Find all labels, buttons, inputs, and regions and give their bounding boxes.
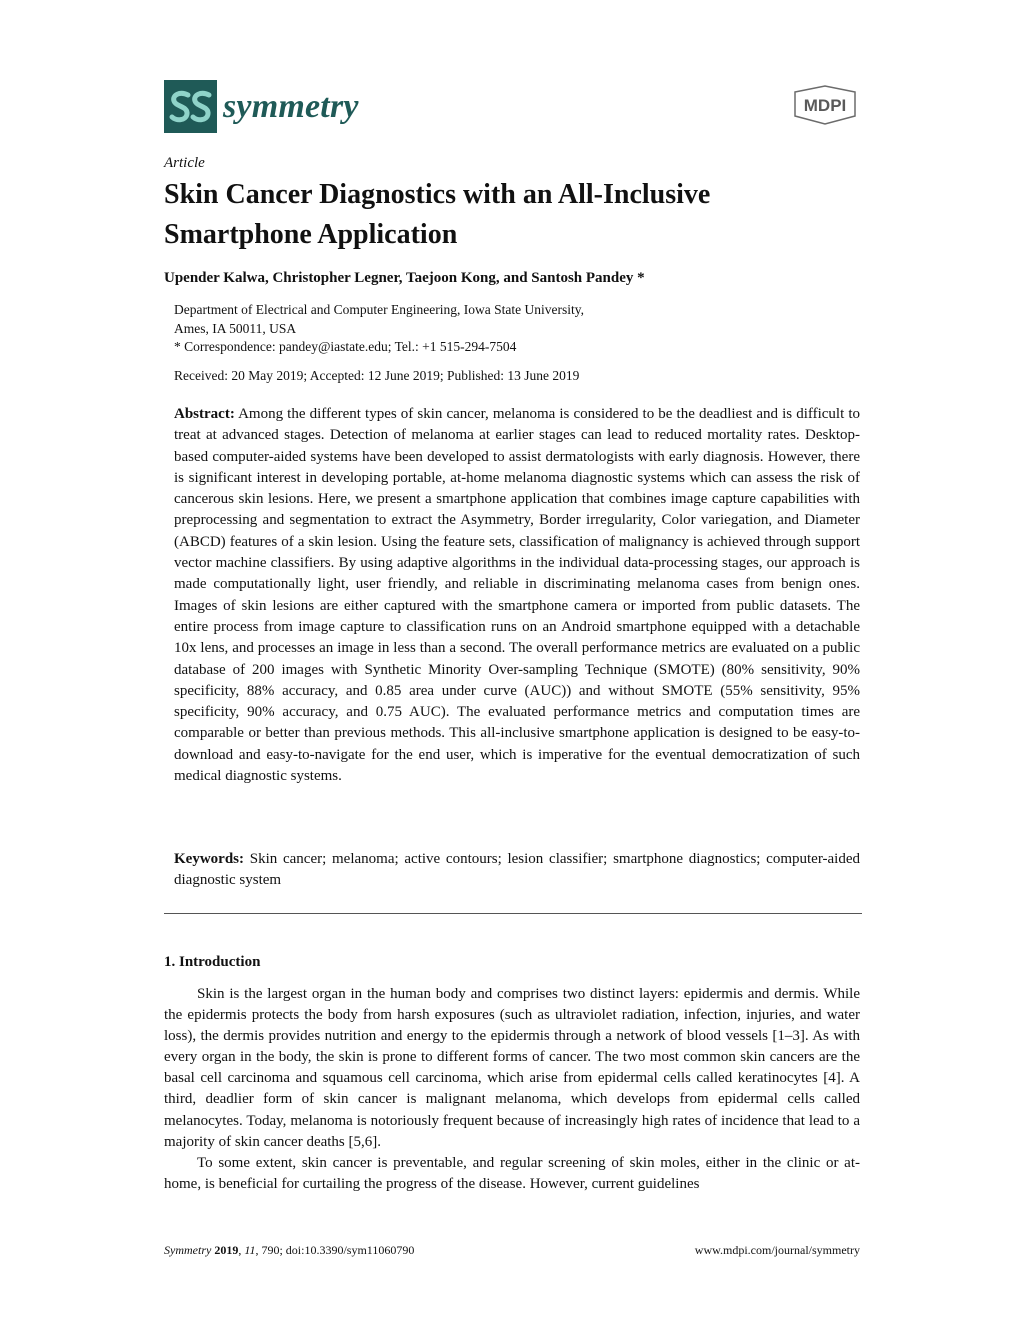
article-type: Article bbox=[164, 155, 205, 171]
abstract-label: Abstract: bbox=[174, 406, 235, 422]
keywords-text: Skin cancer; melanoma; active contours; lesion classifier; smartphone diagnostics; computer-aided diagnostic system bbox=[174, 851, 860, 889]
publisher-name: MDPI bbox=[803, 96, 847, 115]
citation-footer: Symmetry 2019, 11, 790; doi:10.3390/sym11060790 bbox=[164, 1243, 415, 1257]
footer-volume: 11 bbox=[244, 1243, 256, 1257]
keywords-label: Keywords: bbox=[174, 851, 244, 867]
affiliation-line-2: Ames, IA 50011, USA bbox=[174, 321, 297, 336]
footer-journal: Symmetry bbox=[164, 1243, 212, 1257]
affiliation-line-1: Department of Electrical and Computer Engineering, Iowa State University, bbox=[174, 302, 584, 317]
introduction-body bbox=[164, 984, 860, 1195]
paragraph: To some extent, skin cancer is preventable, and regular screening of skin moles, either in the clinic or at-home, is beneficial for curtailing the progress of the disease. However, current guidelines bbox=[164, 1154, 860, 1192]
symmetry-logo-icon bbox=[164, 80, 217, 133]
journal-name: symmetry bbox=[223, 87, 359, 125]
keywords bbox=[174, 849, 860, 892]
publication-dates: Received: 20 May 2019; Accepted: 12 June 2019; Published: 13 June 2019 bbox=[174, 368, 580, 383]
paragraph: Skin is the largest organ in the human body and comprises two distinct layers: epidermis and dermis. While the epidermis protects the body from harsh exposures (such as ultraviolet radiation, infection, injuries, and water loss), the dermis provides nutrition and energy to the epidermis through a network of blood vessels [1–3]. As with every organ in the body, the skin is prone to different forms of cancer. The two most common skin cancers are the basal cell carcinoma and squamous cell carcinoma, which arise from epidermal cells called keratinocytes [4]. A third, deadlier form of skin cancer is malignant melanoma, which develops from epidermal cells called melanocytes. Today, melanoma is notoriously frequent because of increasingly high rates of incidence that lead to a majority of skin cancer deaths [5,6]. bbox=[164, 986, 860, 1150]
journal-url[interactable]: www.mdpi.com/journal/symmetry bbox=[694, 1243, 860, 1257]
section-divider bbox=[164, 913, 862, 914]
footer-doi: , 790; doi:10.3390/sym11060790 bbox=[255, 1243, 415, 1257]
section-heading-introduction: 1. Introduction bbox=[164, 954, 261, 970]
mdpi-logo-icon bbox=[789, 84, 861, 126]
footer-year: 2019 bbox=[214, 1243, 239, 1257]
authors: Upender Kalwa, Christopher Legner, Taejoon Kong, and Santosh Pandey * bbox=[164, 270, 645, 286]
correspondence: * Correspondence: pandey@iastate.edu; Tel.: +1 515-294-7504 bbox=[174, 339, 517, 354]
mdpi-logo bbox=[789, 84, 861, 131]
journal-logo bbox=[164, 80, 359, 133]
article-title: Skin Cancer Diagnostics with an All-Inclusive Smartphone Application bbox=[164, 179, 711, 250]
abstract bbox=[174, 404, 860, 787]
affiliation bbox=[174, 300, 584, 338]
abstract-text: Among the different types of skin cancer, melanoma is considered to be the deadliest and is difficult to treat at advanced stages. Detection of melanoma at earlier stages can lead to reduced mortality rates. Desktop-based computer-aided systems have been developed to assist dermatologists with early diagnosis. However, there is significant interest in developing portable, at-home melanoma diagnostic systems which can assess the risk of cancerous skin lesions. Here, we present a smartphone application that combines image capture capabilities with preprocessing and segmentation to extract the Asymmetry, Border irregularity, Color variegation, and Diameter (ABCD) features of a skin lesion. Using the feature sets, classification of malignancy is achieved through support vector machine classifiers. By using adaptive algorithms in the individual data-processing stages, our approach is made computationally light, user friendly, and reliable in discriminating melanoma cases from benign ones. Images of skin lesions are either captured with the smartphone camera or imported from public datasets. The entire process from image capture to classification runs on an Android smartphone equipped with a detachable 10x lens, and processes an image in less than a second. The overall performance metrics are evaluated on a public database of 200 images with Synthetic Minority Over-sampling Technique (SMOTE) (80% sensitivity, 90% specificity, 88% accuracy, and 0.85 area under curve (AUC)) and without SMOTE (55% sensitivity, 95% specificity, 90% accuracy, and 0.75 AUC). The evaluated performance metrics and computation times are comparable or better than previous methods. This all-inclusive smartphone application is designed to be easy-to-download and easy-to-navigate for the end user, which is imperative for the eventual democratization of such medical diagnostic systems. bbox=[174, 406, 860, 785]
